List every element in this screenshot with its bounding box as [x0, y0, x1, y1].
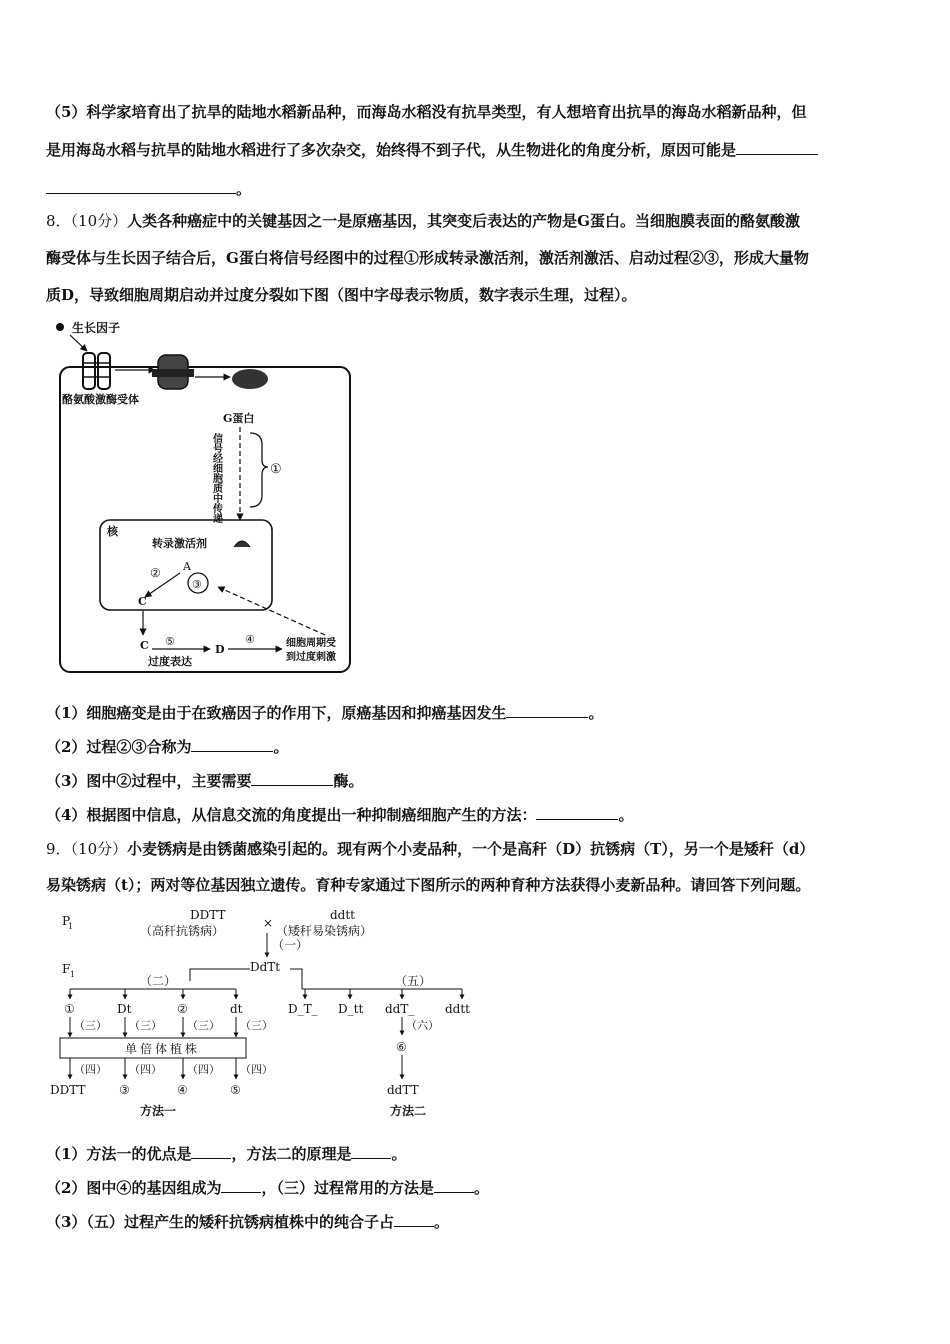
step-four-label-2: （四）	[129, 1063, 162, 1076]
answer-blank[interactable]	[736, 140, 818, 155]
q8-sub2-end: 。	[273, 738, 289, 756]
g-protein-label: G蛋白	[223, 412, 255, 425]
f1-genotype: DdTt	[250, 960, 281, 974]
method-two-label: 方法二	[390, 1104, 427, 1118]
q7-p5-line2-text: 是用海岛水稻与抗旱的陆地水稻进行了多次杂交，始终得不到子代，从生物进化的角度分析，原因可能是	[46, 141, 737, 159]
q8-sub4-text: （4）根据图中信息，从信息交流的角度提出一种抑制癌细胞产生的方法：	[46, 806, 537, 824]
label-a: A	[183, 560, 191, 573]
q9-sub3-end: 。	[433, 1213, 449, 1231]
q8-sub1-text: （1）细胞癌变是由于在致癌因子的作用下，原癌基因和抑癌基因发生	[46, 704, 507, 722]
g-protein-icon	[232, 369, 268, 389]
receptor-icon	[83, 353, 110, 389]
parent2-phenotype: （矮秆易染锈病）	[276, 924, 373, 938]
q8-stem-line3: 质D，导致细胞周期启动并过度分裂如下图（图中字母表示物质，数字表示生理，过程）。	[46, 286, 637, 304]
label-c-inside: C	[138, 595, 147, 608]
q8-stem-line2: 酶受体与生长因子结合后，G蛋白将信号经图中的过程①形成转录激活剂，激活剂激活、启动过程②③，形成大量物	[46, 249, 809, 267]
q9-sub2-text-b: ，（三）过程常用的方法是	[261, 1179, 434, 1197]
q8-sub3-text: （3）图中②过程中，主要需要	[46, 772, 252, 790]
q7-p5-line2	[46, 139, 900, 161]
step-four-label-4: （四）	[240, 1063, 273, 1076]
step-three-label-1: （三）	[74, 1019, 107, 1032]
result-4: ④	[177, 1083, 188, 1097]
result-5: ⑤	[230, 1083, 241, 1097]
q8-stem-line1	[46, 210, 900, 232]
generation-f1-sub: 1	[70, 970, 76, 979]
step-five-label: （五）	[395, 974, 432, 988]
q9-sub3-text: （3）（五）过程产生的矮秆抗锈病植株中的纯合子占	[46, 1213, 394, 1231]
f2-type-3: ddT_	[385, 1002, 415, 1016]
label-d: D	[215, 643, 225, 656]
f2-type-1: D_T_	[288, 1002, 318, 1016]
q9-stem-text1: 小麦锈病是由锈菌感染引起的。现有两个小麦品种，一个是高秆（D）抗锈病（T），另一个是矮秆（d）	[127, 840, 815, 858]
answer-blank[interactable]	[536, 805, 618, 820]
parent2-genotype: ddtt	[330, 908, 356, 922]
q8-sub4-end: 。	[618, 806, 634, 824]
receptor-label: 酪氨酸激酶受体	[62, 393, 139, 406]
parent1-phenotype: （高秆抗锈病）	[140, 924, 225, 938]
q8-stem-text1: 人类各种癌症中的关键基因之一是原癌基因，其突变后表达的产物是G蛋白。当细胞膜表面的酪氨酸激	[127, 212, 800, 230]
haploid-label: 单倍体植株	[125, 1042, 201, 1056]
cross-symbol: ×	[263, 916, 274, 930]
answer-blank[interactable]	[351, 1144, 391, 1159]
gamete-2: ②	[177, 1002, 188, 1016]
method-one-label: 方法一	[140, 1104, 177, 1118]
circle-6-label: ⑥	[396, 1040, 407, 1054]
q9-sub1-end: 。	[391, 1145, 407, 1163]
activated-receptor-icon	[152, 355, 194, 389]
step1-label: ①	[270, 462, 282, 477]
answer-blank[interactable]	[434, 1178, 474, 1193]
q9-stem-line1	[46, 838, 900, 860]
q9-sub1-text-b: ，方法二的原理是	[231, 1145, 352, 1163]
label-c-outside: C	[140, 639, 149, 652]
q8-sub2	[46, 736, 900, 758]
gamete-1: ①	[64, 1002, 75, 1016]
step-two-label: （二）	[140, 974, 177, 988]
gamete-dt-upper: Dt	[117, 1002, 132, 1016]
result-3: ③	[119, 1083, 130, 1097]
q7-p5-end: 。	[236, 180, 252, 198]
nucleus-label: 核	[107, 525, 118, 538]
q8-number: 8．（10分）	[46, 212, 128, 230]
q8-sub3-end: 酶。	[333, 772, 364, 790]
step3-label: ③	[192, 578, 202, 591]
generation-f1: F	[62, 962, 71, 976]
answer-blank[interactable]	[506, 703, 588, 718]
result-ddtt-lower: ddTT	[387, 1083, 419, 1097]
q9-breeding-figure	[40, 905, 500, 1120]
step-four-label-3: （四）	[187, 1063, 220, 1076]
generation-p-sub: 1	[68, 922, 74, 931]
activator-icon	[234, 541, 250, 547]
answer-blank[interactable]	[251, 771, 333, 786]
q8-sub1	[46, 702, 900, 724]
result-ddtt-upper: DDTT	[50, 1083, 86, 1097]
overexpress-label: 过度表达	[148, 655, 192, 668]
f2-type-4: ddtt	[445, 1002, 471, 1016]
generation-p: P	[62, 914, 71, 928]
step-four-label-1: （四）	[74, 1063, 107, 1076]
signal-relay-label: 信号经细胞质中传递	[210, 433, 222, 523]
step-six-label: （六）	[406, 1019, 439, 1032]
step-three-label-4: （三）	[240, 1019, 273, 1032]
q8-sub1-end: 。	[588, 704, 604, 722]
step-three-label-3: （三）	[187, 1019, 220, 1032]
q7-p5-line3	[46, 178, 900, 200]
answer-blank[interactable]	[221, 1178, 261, 1193]
cycle-label-line2: 到过度刺激	[286, 652, 336, 663]
q9-number: 9．（10分）	[46, 840, 128, 858]
q9-sub1-text-a: （1）方法一的优点是	[46, 1145, 192, 1163]
answer-blank[interactable]	[394, 1212, 434, 1227]
step-one-label: （一）	[272, 938, 309, 952]
q9-sub2-end: 。	[473, 1179, 489, 1197]
answer-blank[interactable]	[191, 737, 273, 752]
q9-sub2-text-a: （2）图中④的基因组成为	[46, 1179, 222, 1197]
q8-sub3	[46, 770, 900, 792]
q9-stem-line2: 易染锈病（t）；两对等位基因独立遗传。育种专家通过下图所示的两种育种方法获得小麦新品种。请回答下列问题。	[46, 876, 811, 894]
brace-step1	[250, 433, 268, 507]
answer-blank[interactable]	[191, 1144, 231, 1159]
q9-sub1	[46, 1143, 900, 1165]
parent1-genotype: DDTT	[190, 908, 226, 922]
step5-label: ⑤	[165, 635, 175, 648]
step4-label: ④	[245, 633, 255, 646]
q8-sub4	[46, 804, 900, 826]
step-three-label-2: （三）	[129, 1019, 162, 1032]
gamete-dt-lower: dt	[230, 1002, 243, 1016]
answer-blank[interactable]	[46, 179, 236, 194]
q9-sub3	[46, 1211, 900, 1233]
q8-signal-pathway-figure	[40, 315, 400, 685]
step2-label: ②	[150, 566, 161, 580]
growth-factor-label: 生长因子	[72, 321, 121, 335]
q7-p5-line1: （5）科学家培育出了抗旱的陆地水稻新品种，而海岛水稻没有抗旱类型，有人想培育出抗旱的海岛水稻新品种，但	[46, 103, 807, 121]
activator-label: 转录激活剂	[152, 537, 207, 550]
q8-sub2-text: （2）过程②③合称为	[46, 738, 192, 756]
growth-factor-dot	[56, 323, 64, 331]
q9-sub2	[46, 1177, 900, 1199]
f2-type-2: D_tt	[338, 1002, 364, 1016]
cycle-label-line1: 细胞周期受	[286, 638, 336, 649]
